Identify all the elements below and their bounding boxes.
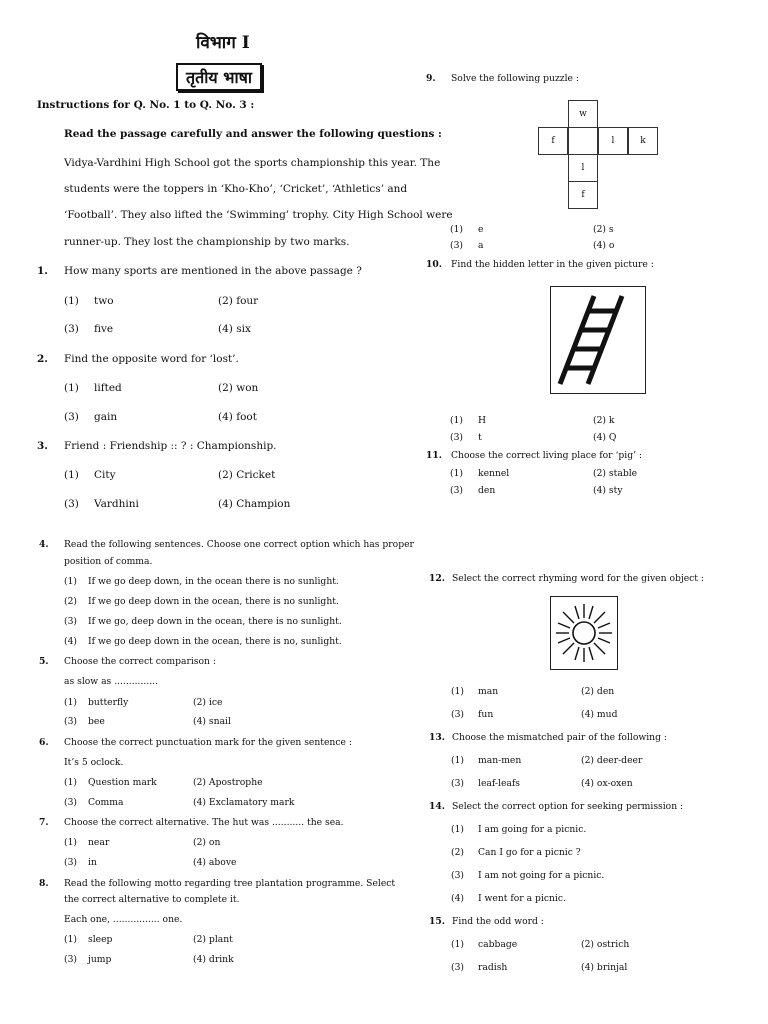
question-subtext: Each one, ................ one. — [64, 914, 183, 925]
option-label: (3) — [451, 778, 465, 789]
option-label: (3) — [450, 240, 464, 251]
option-label: (1) — [64, 469, 79, 481]
question-text: position of comma. — [64, 556, 153, 567]
option-label: (3) — [64, 498, 79, 510]
option-label: (4) — [451, 893, 465, 904]
option-label: (1) — [64, 382, 79, 394]
option-text: radish — [478, 962, 508, 973]
option-text: near — [88, 837, 110, 848]
puzzle-cell: f — [568, 181, 598, 209]
question-subtext: as slow as ............... — [64, 676, 159, 687]
option-text: a — [478, 240, 484, 251]
option-text: sleep — [88, 934, 113, 945]
option-text: City — [94, 469, 116, 481]
option-label: (3) — [451, 709, 465, 720]
option-label: (1) — [451, 939, 465, 950]
option-label: (3) — [64, 616, 78, 627]
option-text: (4) Q — [593, 432, 617, 443]
question-text: Choose the correct comparison : — [64, 656, 216, 667]
option-text: I am not going for a picnic. — [478, 870, 605, 881]
option-text: (4) Exclamatory mark — [193, 797, 295, 808]
option-text: gain — [94, 411, 118, 423]
option-label: (3) — [64, 323, 79, 335]
option-text: (2) stable — [593, 468, 638, 479]
question-number: 8. — [39, 878, 49, 889]
option-text: I went for a picnic. — [478, 893, 566, 904]
option-text: If we go, deep down in the ocean, there is no sunlight. — [88, 616, 342, 627]
question-number: 3. — [37, 440, 48, 452]
option-label: (1) — [64, 576, 78, 587]
option-text: fun — [478, 709, 494, 720]
option-label: (1) — [450, 224, 464, 235]
question-subtext: It’s 5 oclock. — [64, 757, 124, 768]
option-label: (1) — [64, 777, 78, 788]
option-text: (4) mud — [581, 709, 618, 720]
passage-line: students were the toppers in ‘Kho-Kho’, ‘Cricket’, ‘Athletics’ and — [64, 183, 408, 195]
passage-line: ‘Football’. They also lifted the ‘Swimming’ trophy. City High School were — [64, 209, 453, 221]
question-number: 7. — [39, 817, 49, 828]
option-label: (4) — [64, 636, 78, 647]
puzzle-cell — [568, 127, 598, 155]
option-label: (3) — [451, 962, 465, 973]
section-title: विभाग I — [196, 33, 250, 53]
option-text: (4) drink — [193, 954, 234, 965]
option-label: (1) — [64, 295, 79, 307]
option-text: e — [478, 224, 484, 235]
option-text: two — [94, 295, 114, 307]
option-text: man — [478, 686, 499, 697]
question-number: 6. — [39, 737, 49, 748]
option-label: (1) — [64, 934, 78, 945]
option-text: (4) sty — [593, 485, 623, 496]
question-number: 15. — [429, 916, 445, 927]
question-number: 1. — [37, 265, 48, 277]
option-text: H — [478, 415, 487, 426]
option-label: (3) — [64, 716, 78, 727]
question-number: 4. — [39, 539, 49, 550]
option-label: (1) — [64, 697, 78, 708]
option-text: If we go deep down in the ocean, there is no, sunlight. — [88, 636, 342, 647]
option-text: in — [88, 857, 97, 868]
puzzle-cell: l — [568, 154, 598, 182]
question-text: Choose the mismatched pair of the following : — [452, 732, 667, 743]
option-text: (4) snail — [193, 716, 231, 727]
puzzle-cell: l — [598, 127, 628, 155]
read-passage-instruction: Read the passage carefully and answer the following questions : — [64, 128, 442, 140]
option-label: (3) — [64, 797, 78, 808]
question-number: 5. — [39, 656, 49, 667]
option-text: (4) o — [593, 240, 615, 251]
option-text: (4) ox-oxen — [581, 778, 633, 789]
option-label: (3) — [64, 857, 78, 868]
option-label: (1) — [451, 824, 465, 835]
option-text: kennel — [478, 468, 510, 479]
subject-title: तृतीय भाषा — [176, 63, 262, 91]
option-text: (4) brinjal — [581, 962, 628, 973]
question-text: Select the correct option for seeking permission : — [452, 801, 684, 812]
option-text: jump — [88, 954, 112, 965]
option-label: (1) — [450, 468, 464, 479]
option-text: I am going for a picnic. — [478, 824, 587, 835]
question-text: Find the odd word : — [452, 916, 544, 927]
ladder-picture — [550, 286, 646, 394]
question-text: Friend : Friendship :: ? : Championship. — [64, 440, 277, 452]
option-text: cabbage — [478, 939, 518, 950]
question-text: How many sports are mentioned in the above passage ? — [64, 265, 362, 277]
question-number: 14. — [429, 801, 445, 812]
question-text: the correct alternative to complete it. — [64, 894, 240, 905]
option-label: (3) — [450, 432, 464, 443]
option-text: man-men — [478, 755, 522, 766]
question-text: Read the following motto regarding tree plantation programme. Select — [64, 878, 396, 889]
option-text: (2) ostrich — [581, 939, 630, 950]
option-text: (2) won — [218, 382, 259, 394]
option-text: (2) den — [581, 686, 615, 697]
option-text: den — [478, 485, 496, 496]
question-text: Solve the following puzzle : — [451, 73, 580, 84]
option-label: (1) — [450, 415, 464, 426]
option-text: Can I go for a picnic ? — [478, 847, 581, 858]
option-text: (2) four — [218, 295, 259, 307]
option-text: Comma — [88, 797, 124, 808]
option-label: (3) — [450, 485, 464, 496]
question-number: 9. — [426, 73, 436, 84]
question-number: 13. — [429, 732, 445, 743]
option-text: lifted — [94, 382, 122, 394]
option-label: (3) — [64, 954, 78, 965]
option-text: If we go deep down, in the ocean there is no sunlight. — [88, 576, 339, 587]
option-text: (4) foot — [218, 411, 257, 423]
option-text: (4) above — [193, 857, 237, 868]
question-text: Choose the correct punctuation mark for the given sentence : — [64, 737, 352, 748]
option-label: (2) — [64, 596, 78, 607]
question-number: 12. — [429, 573, 445, 584]
option-text: (2) ice — [193, 697, 223, 708]
option-text: (2) deer-deer — [581, 755, 643, 766]
option-label: (3) — [64, 411, 79, 423]
sun-picture — [550, 596, 618, 670]
puzzle-cell: k — [628, 127, 658, 155]
puzzle-cell: f — [538, 127, 568, 155]
option-text: bee — [88, 716, 105, 727]
option-label: (3) — [451, 870, 465, 881]
option-text: (2) k — [593, 415, 615, 426]
question-text: Choose the correct living place for ‘pig’ : — [451, 450, 643, 461]
option-text: butterfly — [88, 697, 129, 708]
question-text: Read the following sentences. Choose one correct option which has proper — [64, 539, 414, 550]
option-text: (2) Apostrophe — [193, 777, 263, 788]
question-number: 11. — [426, 450, 442, 461]
passage-line: Vidya-Vardhini High School got the sports championship this year. The — [64, 157, 441, 169]
option-label: (1) — [451, 755, 465, 766]
option-label: (1) — [451, 686, 465, 697]
question-text: Choose the correct alternative. The hut was ........... the sea. — [64, 817, 344, 828]
option-text: (2) on — [193, 837, 221, 848]
option-label: (2) — [451, 847, 465, 858]
option-text: (2) s — [593, 224, 614, 235]
option-text: five — [94, 323, 114, 335]
option-text: (2) plant — [193, 934, 233, 945]
question-number: 2. — [37, 353, 48, 365]
puzzle-cell: w — [568, 100, 598, 128]
question-text: Select the correct rhyming word for the given object : — [452, 573, 704, 584]
option-text: Vardhini — [94, 498, 139, 510]
question-number: 10. — [426, 259, 442, 270]
instructions: Instructions for Q. No. 1 to Q. No. 3 : — [37, 99, 255, 111]
option-label: (1) — [64, 837, 78, 848]
passage-line: runner-up. They lost the championship by two marks. — [64, 236, 350, 248]
option-text: leaf-leafs — [478, 778, 520, 789]
option-text: (2) Cricket — [218, 469, 276, 481]
option-text: Question mark — [88, 777, 157, 788]
option-text: t — [478, 432, 482, 443]
option-text: (4) six — [218, 323, 251, 335]
question-text: Find the opposite word for ‘lost’. — [64, 353, 239, 365]
question-text: Find the hidden letter in the given picture : — [451, 259, 654, 270]
option-text: (4) Champion — [218, 498, 291, 510]
option-text: If we go deep down in the ocean, there is no sunlight. — [88, 596, 339, 607]
